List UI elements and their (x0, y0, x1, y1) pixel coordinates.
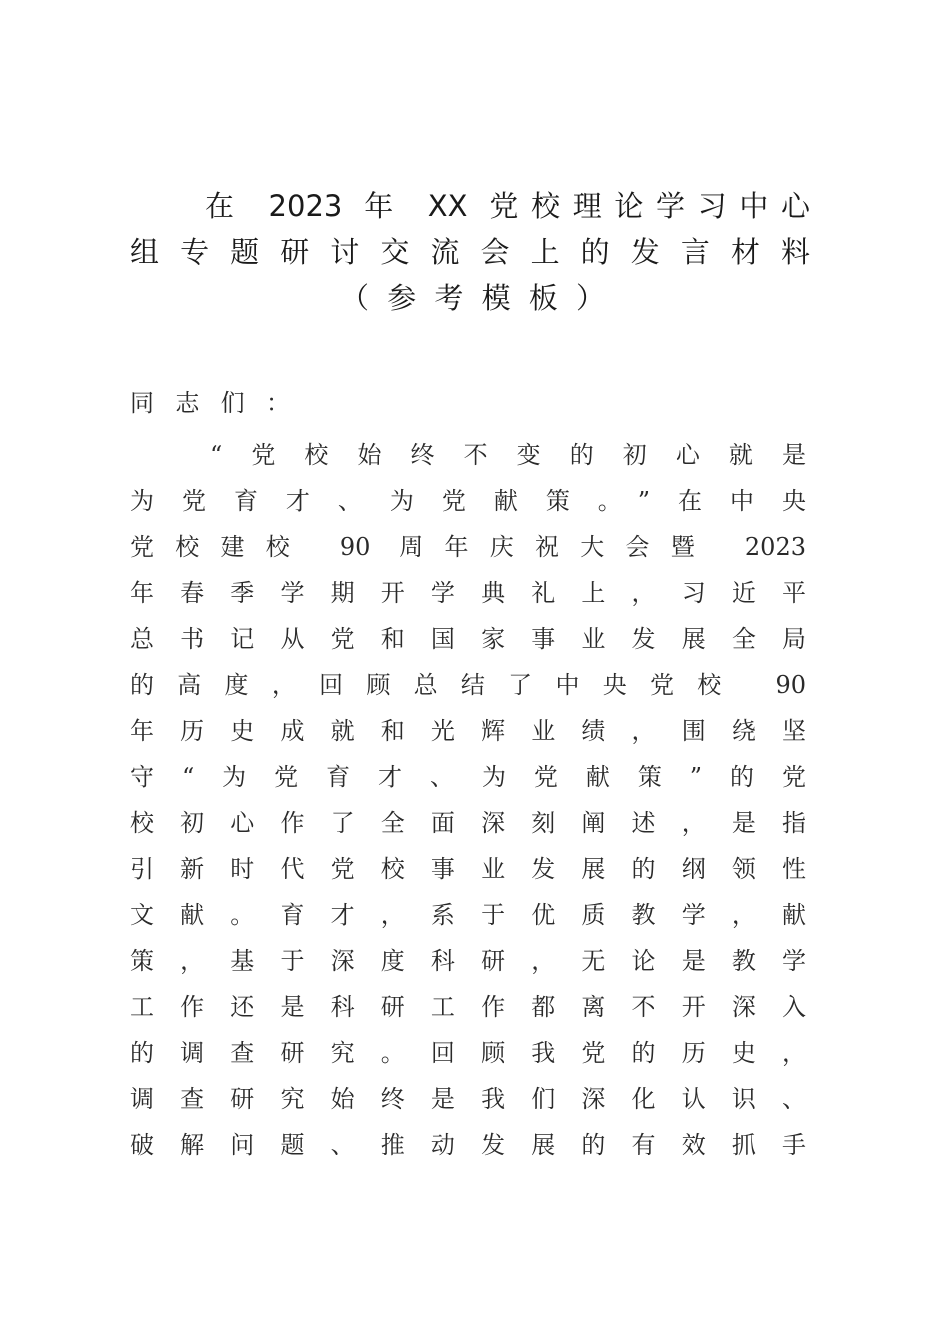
document-title-line-1: 在 2023 年 XX 党校理论学习中心 (205, 189, 810, 223)
body-line: 年春季学期开学典礼上，习近平 (130, 579, 806, 607)
body-line: 校初心作了全面深刻阐述，是指 (130, 809, 806, 837)
document-title-line-2: 组专题研讨交流会上的发言材料 (130, 235, 810, 269)
body-line: 策，基于深度科研，无论是教学 (130, 947, 806, 975)
body-line: 为党育才、为党献策。”在中央 (130, 487, 806, 515)
body-line: 调查研究始终是我们深化认识、 (130, 1085, 806, 1113)
body-line: 文献。育才，系于优质教学，献 (130, 901, 806, 929)
salutation: 同志们： (130, 389, 290, 417)
body-line: 党校建校 90 周年庆祝大会暨 2023 (130, 533, 806, 561)
body-line: 总书记从党和国家事业发展全局 (130, 625, 806, 653)
body-line: 的调查研究。回顾我党的历史， (130, 1039, 806, 1067)
body-line: 引新时代党校事业发展的纲领性 (130, 855, 806, 883)
document-title-line-3: （参考模板） (340, 281, 605, 315)
body-line: 的高度，回顾总结了中央党校 90 (130, 671, 806, 699)
body-line: 年历史成就和光辉业绩，围绕坚 (130, 717, 806, 745)
body-line: 破解问题、推动发展的有效抓手 (130, 1131, 806, 1159)
body-line: “党校始终不变的初心就是 (210, 441, 806, 469)
body-line: 守“为党育才、为党献策”的党 (130, 763, 806, 791)
body-line: 工作还是科研工作都离不开深入 (130, 993, 806, 1021)
